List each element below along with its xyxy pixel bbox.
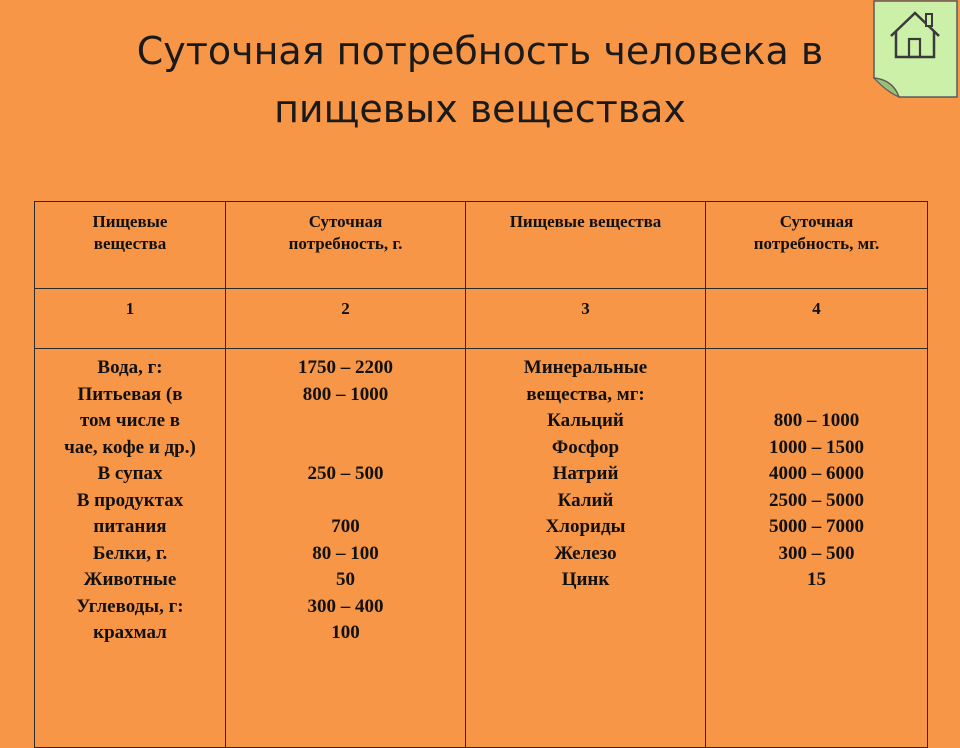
cell-line [706, 355, 927, 382]
cell-line: 700 [331, 516, 360, 537]
cell-line: вещества, мг: [526, 383, 645, 405]
cell-line: 1000 – 1500 [769, 436, 864, 458]
cell-line [226, 408, 465, 435]
cell-line: чае, кофе и др.) [64, 436, 196, 458]
cell-line [226, 488, 465, 515]
cell-line: 80 – 100 [312, 542, 379, 564]
cell-line: Калий [557, 489, 614, 511]
cell-line: 300 – 500 [778, 542, 855, 564]
cell-line: 100 [331, 622, 360, 643]
slide-title-line-1: Суточная потребность человека в [136, 29, 824, 73]
daily-need-g-column [226, 349, 466, 748]
cell-line: Питьевая (в [77, 383, 183, 405]
nutrients-column [35, 349, 226, 748]
cell-line: Белки, г. [92, 542, 168, 564]
slide-title [60, 22, 900, 138]
column-number: 1 [35, 289, 226, 349]
cell-line: Фосфор [551, 436, 620, 458]
header-cell-2: Суточная потребность, г. [226, 202, 466, 289]
cell-line: 15 [807, 569, 826, 590]
cell-line: Углеводы, г: [76, 595, 184, 617]
cell-line: том числе в [79, 410, 181, 431]
data-row [35, 349, 928, 748]
column-number: 3 [466, 289, 706, 349]
home-icon [873, 0, 958, 98]
cell-line: 1750 – 2200 [298, 357, 393, 378]
cell-line: В продуктах [76, 489, 184, 511]
daily-need-mg-column [706, 349, 928, 748]
header-cell-3: Пищевые вещества [466, 202, 706, 289]
cell-line: 4000 – 6000 [769, 463, 864, 484]
slide-title-line-2: пищевых веществах [274, 87, 686, 131]
column-number: 2 [226, 289, 466, 349]
cell-line: 300 – 400 [307, 595, 384, 617]
cell-line: 50 [336, 569, 355, 590]
cell-line: крахмал [93, 622, 167, 643]
cell-line: Цинк [561, 569, 610, 590]
cell-line: 5000 – 7000 [769, 516, 864, 537]
column-number-row [35, 289, 928, 349]
cell-line: Натрий [552, 463, 619, 484]
cell-line: 250 – 500 [307, 463, 384, 484]
cell-line: Вода, г: [97, 357, 163, 378]
header-cell-4: Суточная потребность, мг. [706, 202, 928, 289]
cell-line: Железо [554, 542, 617, 564]
column-number: 4 [706, 289, 928, 349]
cell-line: Животные [83, 569, 177, 590]
cell-line: 2500 – 5000 [769, 489, 864, 511]
cell-line: питания [93, 516, 167, 537]
cell-line: 800 – 1000 [773, 410, 860, 431]
cell-line [706, 382, 927, 409]
cell-line: В супах [97, 463, 163, 484]
minerals-column [466, 349, 706, 748]
cell-line: 800 – 1000 [302, 383, 389, 405]
cell-line [226, 435, 465, 462]
cell-line: Минеральные [523, 357, 648, 378]
cell-line: Хлориды [545, 516, 626, 537]
header-row [35, 202, 928, 289]
nutrients-table [34, 201, 928, 748]
header-cell-1: Пищевые вещества [35, 202, 226, 289]
home-button[interactable] [873, 0, 958, 98]
cell-line: Кальций [547, 410, 624, 431]
